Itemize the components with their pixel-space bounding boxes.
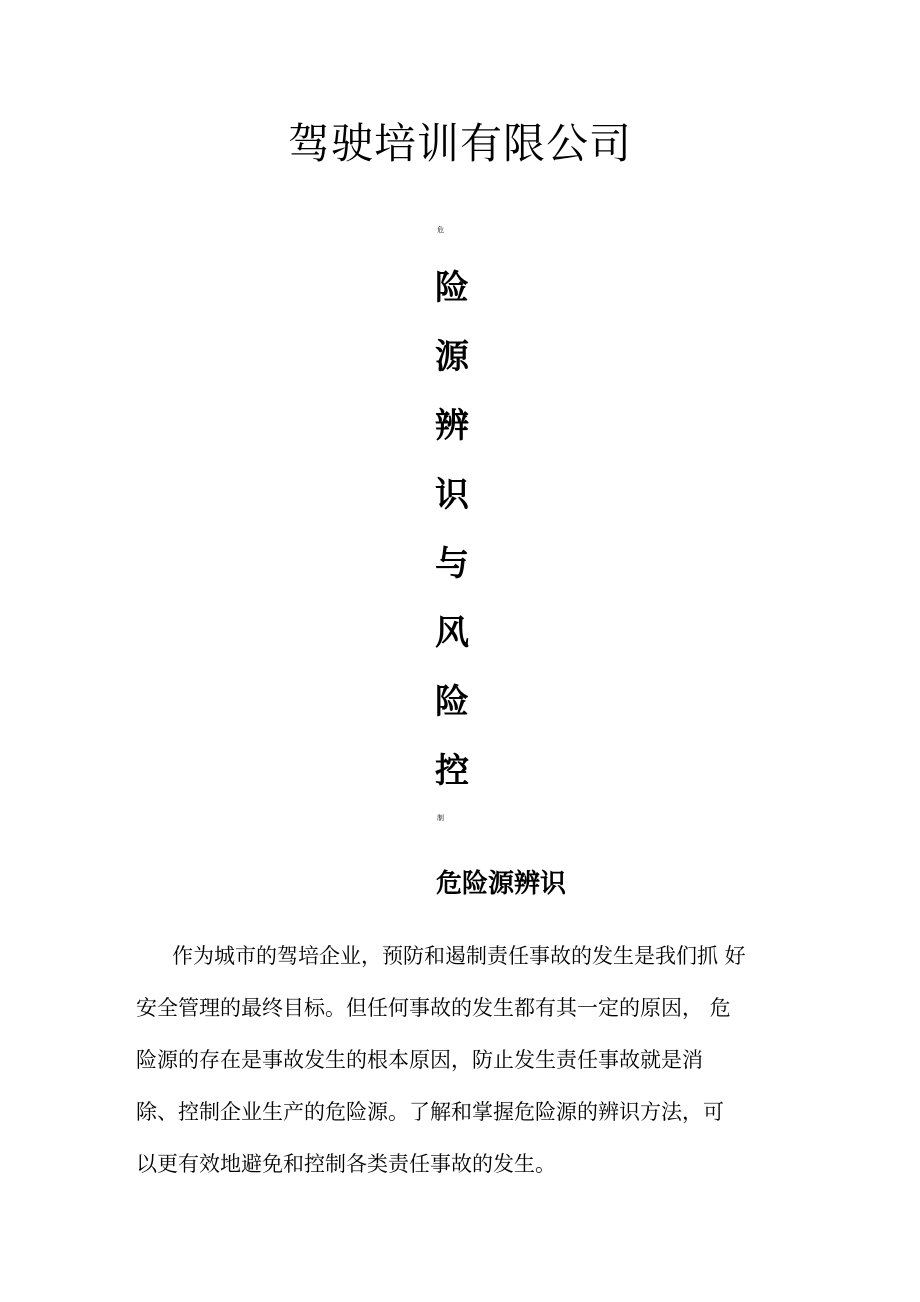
vertical-title-char: 辨: [435, 406, 469, 446]
vertical-document-title: [416, 262, 488, 814]
vertical-title-char: 险: [435, 268, 469, 308]
vertical-title-char: 风: [435, 613, 469, 653]
vertical-title-char: 险: [435, 682, 469, 722]
section-heading: 危险源辨识: [436, 869, 567, 899]
paragraph-line: 作为城市的驾培企业，预防和遏制责任事故的发生是我们抓 好: [172, 944, 746, 968]
title-small-char-top: 危: [437, 226, 444, 234]
paragraph-line: 以更有效地避免和控制各类责任事故的发生。: [136, 1152, 556, 1176]
vertical-title-char: 源: [435, 337, 469, 377]
vertical-title-char: 与: [435, 544, 469, 584]
paragraph-line: 安全管理的最终目标。但任何事故的发生都有其一定的原因， 危: [136, 996, 731, 1020]
paragraph-line: 除、控制企业生产的危险源。了解和掌握危险源的辨识方法，可: [136, 1100, 724, 1124]
title-small-char-bottom: 制: [437, 814, 444, 822]
company-title: 驾驶培训有限公司: [287, 119, 632, 168]
paragraph-line: 险源的存在是事故发生的根本原因，防止发生责任事故就是消: [136, 1048, 703, 1072]
body-paragraph: [136, 930, 816, 1190]
vertical-title-char: 控: [435, 751, 469, 791]
vertical-title-char: 识: [435, 475, 469, 515]
